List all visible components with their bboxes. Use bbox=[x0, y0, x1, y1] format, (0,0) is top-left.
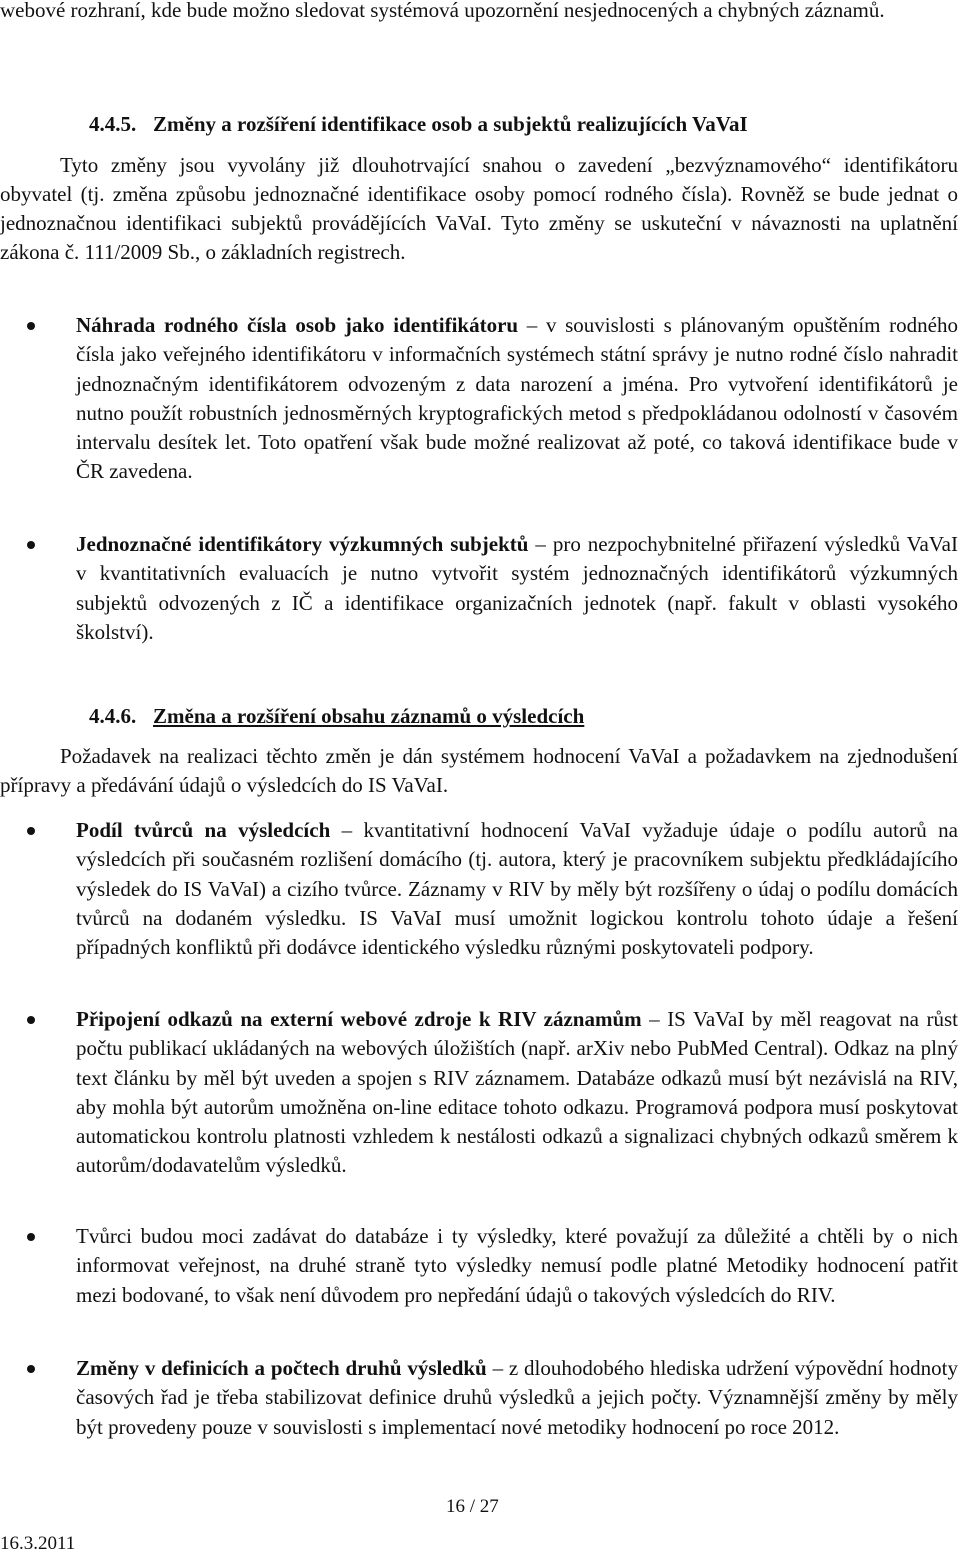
bullet-text: – pro nezpochybnitelné přiřazení výsledků VaVaI v kvantitativních evaluacích je nutno vytvořit systém jednoznačných identifikátorů výzkumných subjektů odvozených z IČ a identifikace organizačních jednotek (např. fakult v oblasti vysokého školství). bbox=[76, 532, 958, 644]
bullet-item bbox=[0, 1005, 958, 1181]
bullet-icon bbox=[27, 1233, 35, 1241]
bullet-text: Tvůrci budou moci zadávat do databáze i ty výsledky, které považují za důležité a chtěli by o nich informovat veřejnost, na druhé straně tyto výsledky nemusí podle platné Metodiky hodnocení patřit mezi bodované, to však není důvodem pro nepředání údajů o takových výsledcích do RIV. bbox=[76, 1224, 958, 1307]
page-number: 16 / 27 bbox=[446, 1496, 499, 1517]
intro-paragraph: webové rozhraní, kde bude možno sledovat systémová upozornění nesjednocených a chybných záznamů. bbox=[0, 0, 885, 22]
bullet-icon bbox=[27, 541, 35, 549]
bullet-text: – v souvislosti s plánovaným opuštěním rodného čísla jako veřejného identifikátoru v informačních systémech státní správy je nutno rodné číslo nahradit jednoznačným identifikátorem odvozeným z data narození a jména. Pro vytvoření identifikátorů je nutno použít robustních jednosměrných kryptografických metod s předpokládanou odolností v časovém intervalu desítek let. Toto opatření však bude možné realizovat až poté, co taková identifikace bude v ČR zavedena. bbox=[76, 313, 958, 484]
bullet-item bbox=[0, 1222, 958, 1310]
bullet-text: – IS VaVaI by měl reagovat na růst počtu publikací ukládaných na webových úložištích (např. arXiv nebo PubMed Central). Odkaz na plný text článku by měl být uveden a spojen s RIV záznamem. Databáze odkazů musí být nezávislá na RIV, aby mohla být autorům umožněna on-line editace tohoto odkazu. Programová podpora musí poskytovat automatickou kontrolu platnosti vzhledem k nestálosti odkazů a signalizaci chybných odkazů směrem k autorům/dodavatelům výsledků. bbox=[76, 1007, 958, 1178]
bullet-bold: Změny v definicích a počtech druhů výsledků bbox=[76, 1356, 487, 1380]
bullet-item bbox=[0, 816, 958, 962]
bullet-icon bbox=[27, 827, 35, 835]
section-paragraph: Požadavek na realizaci těchto změn je dán systémem hodnocení VaVaI a požadavkem na zjednodušení přípravy a předávání údajů o výsledcích do IS VaVaI. bbox=[0, 744, 958, 797]
bullet-item bbox=[0, 530, 958, 647]
section-title: Změna a rozšíření obsahu záznamů o výsledcích bbox=[153, 704, 585, 728]
bullet-bold: Připojení odkazů na externí webové zdroje k RIV záznamům bbox=[76, 1007, 642, 1031]
bullet-text: – kvantitativní hodnocení VaVaI vyžaduje údaje o podílu autorů na výsledcích při současném rozlišení domácího (tj. autora, který je pracovníkem subjektu předkládajícího výsledek do IS VaVaI) a cizího tvůrce. Záznamy v RIV by měly být rozšířeny o údaj o podílu domácích tvůrců na dodaném výsledku. IS VaVaI musí umožnit logickou kontrolu tohoto údaje a řešení případných konfliktů při dodávce identického výsledku různými poskytovateli podpory. bbox=[76, 818, 958, 960]
bullet-icon bbox=[27, 1365, 35, 1373]
bullet-bold: Náhrada rodného čísla osob jako identifikátoru bbox=[76, 313, 519, 337]
section-number: 4.4.5. bbox=[89, 112, 137, 136]
section-heading-4-4-5 bbox=[89, 110, 748, 139]
bullet-item bbox=[0, 311, 958, 487]
bullet-text: – z dlouhodobého hlediska udržení výpovědní hodnoty časových řad je třeba stabilizovat definice druhů výsledků a jejich počty. Významnější změny by měly být provedeny pouze v souvislosti s implementací nové metodiky hodnocení po roce 2012. bbox=[76, 1356, 958, 1439]
document-date: 16.3.2011 bbox=[0, 1533, 76, 1554]
bullet-icon bbox=[27, 1016, 35, 1024]
bullet-icon bbox=[27, 322, 35, 330]
section-title: Změny a rozšíření identifikace osob a subjektů realizujících VaVaI bbox=[153, 112, 748, 136]
section-heading-4-4-6 bbox=[89, 702, 584, 731]
section-number: 4.4.6. bbox=[89, 704, 137, 728]
bullet-bold: Jednoznačné identifikátory výzkumných subjektů bbox=[76, 532, 529, 556]
bullet-bold: Podíl tvůrců na výsledcích bbox=[76, 818, 331, 842]
section-paragraph: Tyto změny jsou vyvolány již dlouhotrvající snahou o zavedení „bezvýznamového“ identifikátoru obyvatel (tj. změna způsobu jednoznačné identifikace osoby pomocí rodného čísla). Rovněž se bude jednat o jednoznačnou identifikaci subjektů provádějících VaVaI. Tyto změny se uskuteční v návaznosti na uplatnění zákona č. 111/2009 Sb., o základních registrech. bbox=[0, 153, 958, 264]
bullet-item bbox=[0, 1354, 958, 1442]
